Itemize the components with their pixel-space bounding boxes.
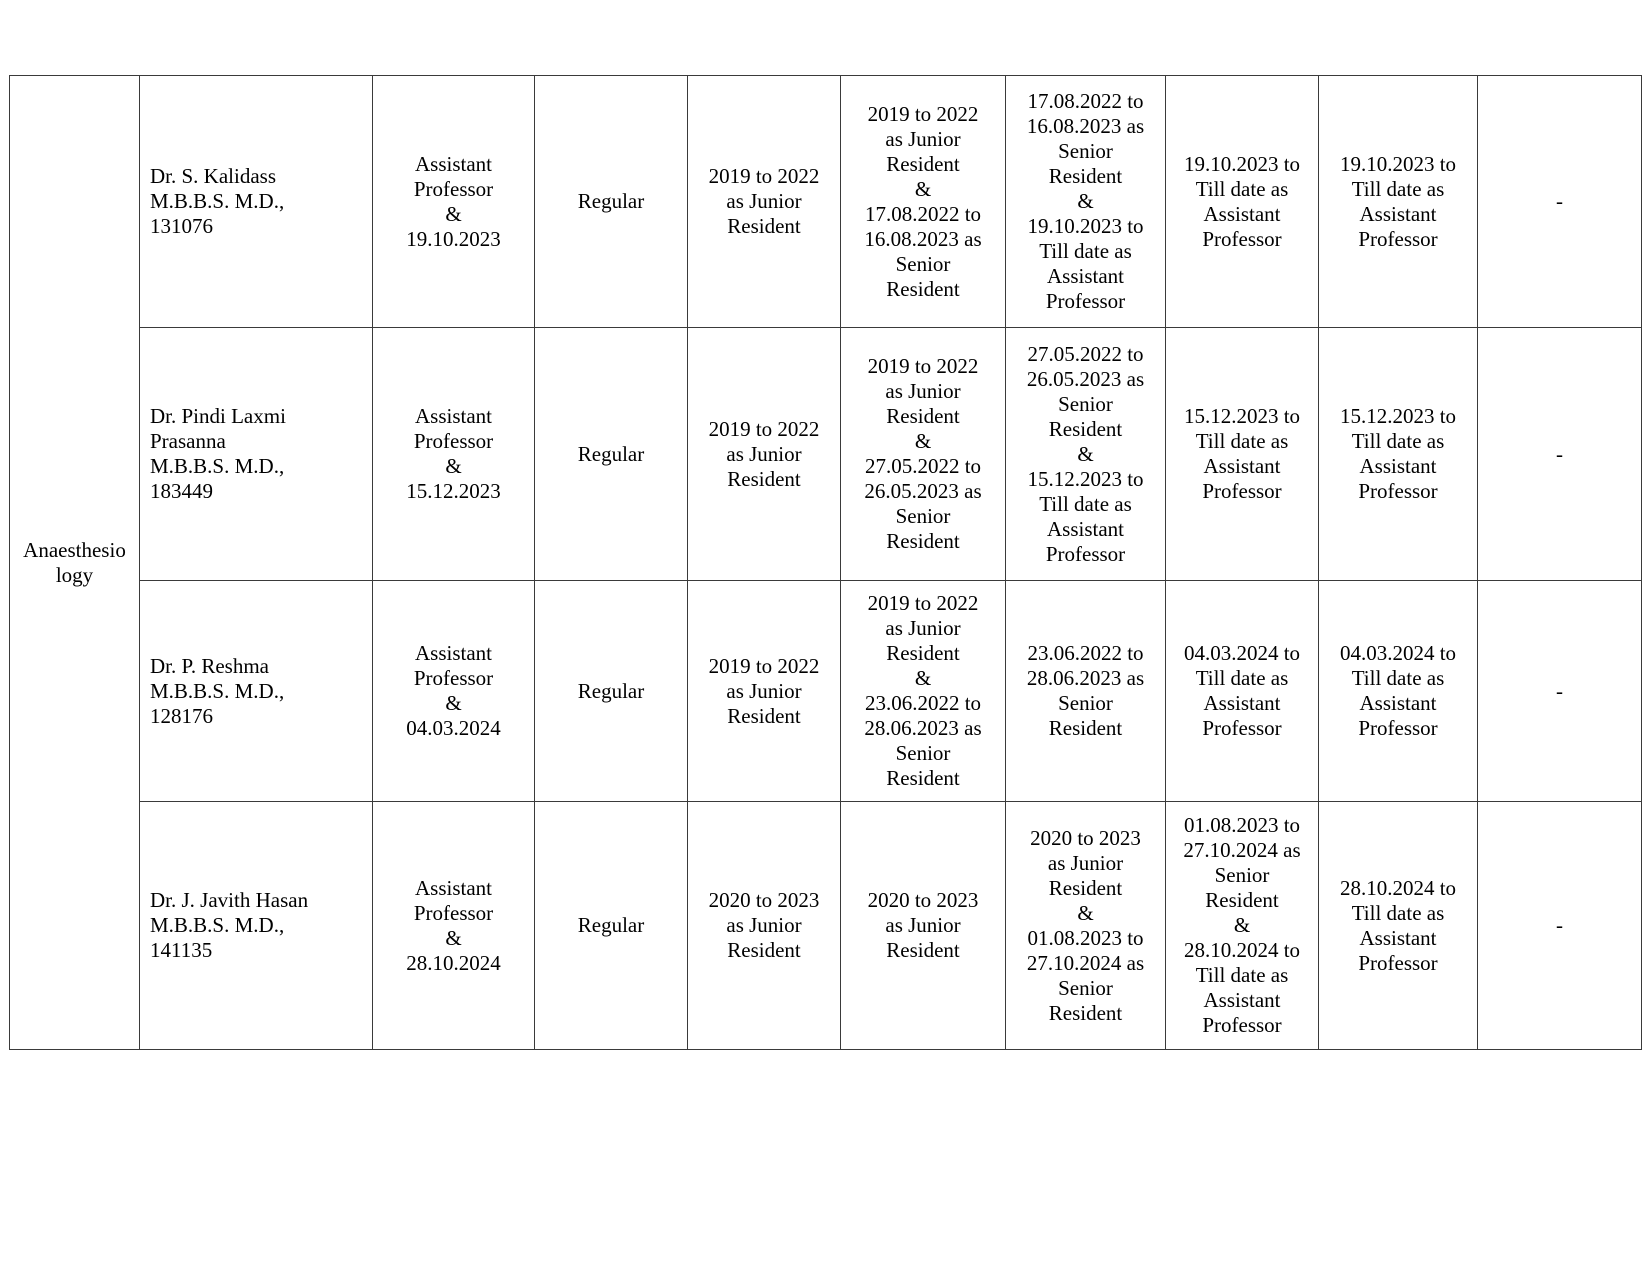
- cell-text-line: Till date as: [1039, 491, 1132, 516]
- cell-text-line: 131076: [150, 214, 213, 238]
- cell-text-line: Professor: [1202, 716, 1282, 740]
- cell-text-line: Senior: [1214, 863, 1270, 887]
- cell-text-line: Resident: [1048, 416, 1123, 441]
- cell-text-line: Resident: [886, 404, 960, 428]
- cell-text-line: Professor: [1358, 716, 1438, 740]
- cell-text-line: 27.10.2024 as: [1026, 950, 1145, 975]
- remarks-cell: [1478, 581, 1642, 802]
- experience-cell-3: [1006, 802, 1166, 1050]
- cell-text-line: 16.08.2023 as: [1026, 114, 1145, 138]
- cell-text-line: 23.06.2022 to: [1027, 641, 1144, 665]
- cell-text-line: Till date as: [1039, 239, 1132, 263]
- cell-text-line: Resident: [1048, 164, 1123, 188]
- cell-text-line: Assistant: [1203, 454, 1281, 478]
- cell-text-line: Assistant: [414, 875, 492, 900]
- cell-text-line: Till date as: [1351, 900, 1445, 925]
- cell-text-line: &: [1233, 913, 1251, 937]
- designation-cell: [373, 581, 535, 802]
- table-row: [10, 76, 1642, 328]
- cell-text-line: 2019 to 2022: [708, 416, 820, 441]
- cell-text-line: &: [1077, 441, 1094, 466]
- cell-text-line: 04.03.2024 to: [1339, 641, 1457, 665]
- experience-cell-5: [1319, 76, 1478, 328]
- cell-text-line: Professor: [1045, 289, 1126, 313]
- table-body: [10, 76, 1642, 1050]
- cell-text-line: 141135: [150, 938, 213, 962]
- department-cell: [10, 76, 140, 1050]
- cell-text-line: Senior: [1058, 975, 1113, 1000]
- cell-text-line: Resident: [1048, 1000, 1123, 1025]
- cell-text: Regular: [577, 441, 645, 466]
- experience-cell-4: [1166, 76, 1319, 328]
- cell-text-line: &: [445, 454, 462, 478]
- cell-text-line: 04.03.2024 to: [1183, 641, 1301, 665]
- cell-text-line: 28.10.2024: [406, 950, 501, 975]
- cell-text-line: as Junior: [885, 126, 961, 151]
- cell-text-line: 28.10.2024 to: [1183, 938, 1301, 962]
- cell-text-line: Resident: [886, 766, 960, 790]
- experience-cell-1: [688, 328, 841, 581]
- experience-cell-5: [1319, 581, 1478, 802]
- cell-text: Regular: [577, 913, 645, 937]
- cell-text-line: Till date as: [1351, 666, 1445, 690]
- cell-text-line: Professor: [413, 900, 494, 925]
- faculty-name-cell: [140, 581, 373, 802]
- cell-text: -: [1556, 678, 1563, 703]
- appointment-type-cell: [535, 581, 688, 802]
- cell-text-line: 28.06.2023 as: [1026, 666, 1145, 690]
- remarks-cell: [1478, 802, 1642, 1050]
- cell-text-line: &: [914, 666, 932, 690]
- cell-text-line: 128176: [150, 703, 213, 728]
- cell-text-line: Resident: [1048, 875, 1123, 900]
- experience-cell-4: [1166, 802, 1319, 1050]
- cell-text-line: Senior: [895, 504, 951, 528]
- experience-cell-2: [841, 581, 1006, 802]
- cell-text-line: &: [445, 925, 462, 950]
- cell-text-line: Resident: [1205, 888, 1279, 912]
- cell-text-line: Professor: [1358, 479, 1438, 503]
- cell-text-line: 26.05.2023 as: [864, 479, 982, 503]
- cell-text-line: Resident: [886, 529, 960, 553]
- cell-text-line: Dr. P. Reshma: [150, 653, 270, 678]
- cell-text-line: 28.10.2024 to: [1339, 875, 1457, 900]
- cell-text-line: &: [1077, 189, 1094, 213]
- remarks-cell: [1478, 76, 1642, 328]
- cell-text-line: as Junior: [885, 616, 961, 640]
- faculty-name-cell: [140, 76, 373, 328]
- appointment-type-cell: [535, 76, 688, 328]
- cell-text-line: Assistant: [1359, 454, 1437, 478]
- cell-text-line: Assistant: [1046, 264, 1124, 288]
- cell-text-line: Professor: [1358, 950, 1438, 975]
- cell-text-line: as Junior: [726, 913, 802, 937]
- table-row: [10, 581, 1642, 802]
- cell-text-line: as Junior: [885, 913, 961, 937]
- cell-text-line: Senior: [895, 741, 951, 765]
- cell-text-line: Assistant: [1359, 201, 1437, 226]
- cell-text-line: 01.08.2023 to: [1027, 925, 1144, 950]
- cell-text: Regular: [577, 678, 645, 703]
- cell-text-line: M.B.B.S. M.D.,: [150, 913, 285, 937]
- appointment-type-cell: [535, 328, 688, 581]
- experience-cell-1: [688, 76, 841, 328]
- cell-text-line: Anaesthesio: [23, 537, 126, 562]
- cell-text-line: 19.10.2023: [406, 226, 501, 251]
- cell-text-line: 2019 to 2022: [867, 354, 979, 378]
- cell-text-line: Assistant: [1203, 988, 1281, 1012]
- cell-text-line: as Junior: [726, 189, 802, 213]
- remarks-cell: [1478, 328, 1642, 581]
- cell-text-line: 15.12.2023 to: [1183, 404, 1301, 428]
- experience-cell-5: [1319, 802, 1478, 1050]
- cell-text-line: Till date as: [1351, 176, 1445, 201]
- cell-text-line: Professor: [413, 666, 494, 690]
- cell-text-line: Dr. S. Kalidass: [150, 164, 276, 188]
- cell-text-line: 2019 to 2022: [867, 591, 979, 615]
- experience-cell-3: [1006, 76, 1166, 328]
- experience-cell-3: [1006, 328, 1166, 581]
- cell-text-line: &: [1077, 900, 1094, 925]
- designation-cell: [373, 76, 535, 328]
- table-row: [10, 802, 1642, 1050]
- cell-text-line: 27.05.2022 to: [1027, 341, 1144, 366]
- cell-text-line: 2019 to 2022: [708, 653, 820, 678]
- cell-text-line: as Junior: [726, 678, 802, 703]
- cell-text-line: as Junior: [726, 441, 802, 466]
- cell-text-line: Senior: [895, 251, 951, 276]
- cell-text: Regular: [577, 189, 645, 213]
- cell-text-line: Assistant: [1359, 691, 1437, 715]
- cell-text-line: 15.12.2023 to: [1027, 466, 1144, 491]
- cell-text-line: Resident: [1048, 716, 1123, 740]
- cell-text-line: Till date as: [1195, 963, 1289, 987]
- experience-cell-5: [1319, 328, 1478, 581]
- cell-text-line: Professor: [1202, 1013, 1282, 1037]
- cell-text-line: 15.12.2023 to: [1339, 404, 1457, 428]
- cell-text-line: logy: [55, 562, 94, 587]
- cell-text-line: Prasanna: [150, 429, 226, 453]
- cell-text-line: 26.05.2023 as: [1026, 366, 1145, 391]
- cell-text-line: Till date as: [1195, 176, 1289, 201]
- cell-text-line: M.B.B.S. M.D.,: [150, 189, 285, 213]
- cell-text-line: &: [914, 176, 932, 201]
- cell-text-line: Senior: [1058, 691, 1113, 715]
- cell-text-line: as Junior: [885, 379, 961, 403]
- cell-text-line: Resident: [886, 641, 960, 665]
- cell-text-line: 17.08.2022 to: [864, 201, 982, 226]
- cell-text-line: Till date as: [1195, 666, 1289, 690]
- cell-text-line: Resident: [727, 214, 801, 238]
- cell-text-line: Resident: [727, 938, 801, 962]
- cell-text-line: 19.10.2023 to: [1339, 151, 1457, 176]
- cell-text-line: Till date as: [1195, 429, 1289, 453]
- cell-text-line: &: [445, 201, 462, 226]
- cell-text-line: Resident: [727, 703, 801, 728]
- cell-text-line: 2020 to 2023: [1030, 825, 1141, 850]
- cell-text-line: Assistant: [1203, 201, 1281, 226]
- cell-text-line: Assistant: [414, 404, 492, 428]
- cell-text-line: Professor: [413, 429, 494, 453]
- cell-text-line: 27.10.2024 as: [1183, 838, 1301, 862]
- cell-text-line: 23.06.2022 to: [864, 691, 982, 715]
- cell-text-line: Resident: [886, 151, 960, 176]
- appointment-type-cell: [535, 802, 688, 1050]
- cell-text-line: Professor: [1202, 226, 1282, 251]
- designation-cell: [373, 802, 535, 1050]
- cell-text-line: 2019 to 2022: [867, 101, 979, 126]
- cell-text-line: &: [445, 691, 462, 715]
- cell-text-line: as Junior: [1047, 850, 1124, 875]
- cell-text-line: Dr. J. Javith Hasan: [150, 888, 309, 912]
- cell-text-line: 04.03.2024: [406, 716, 501, 740]
- experience-cell-4: [1166, 581, 1319, 802]
- cell-text-line: Professor: [1045, 541, 1126, 566]
- cell-text-line: M.B.B.S. M.D.,: [150, 678, 285, 703]
- experience-cell-1: [688, 581, 841, 802]
- cell-text-line: 17.08.2022 to: [1027, 89, 1144, 113]
- cell-text-line: 2020 to 2023: [867, 888, 979, 912]
- cell-text-line: 2019 to 2022: [708, 164, 820, 188]
- cell-text: -: [1556, 441, 1563, 466]
- cell-text-line: Till date as: [1351, 429, 1445, 453]
- cell-text-line: 2020 to 2023: [708, 888, 820, 912]
- cell-text-line: Professor: [1202, 479, 1282, 503]
- cell-text: -: [1556, 913, 1563, 937]
- cell-text-line: Professor: [1358, 226, 1438, 251]
- experience-cell-2: [841, 802, 1006, 1050]
- cell-text-line: Resident: [727, 466, 801, 491]
- cell-text-line: 19.10.2023 to: [1183, 151, 1301, 176]
- cell-text-line: Resident: [886, 938, 960, 962]
- cell-text-line: Assistant: [1359, 925, 1437, 950]
- experience-cell-4: [1166, 328, 1319, 581]
- faculty-name-cell: [140, 802, 373, 1050]
- cell-text-line: Resident: [886, 276, 960, 301]
- experience-cell-1: [688, 802, 841, 1050]
- cell-text: -: [1556, 189, 1563, 213]
- cell-text-line: M.B.B.S. M.D.,: [150, 454, 285, 478]
- cell-text-line: 16.08.2023 as: [864, 226, 982, 251]
- experience-cell-3: [1006, 581, 1166, 802]
- faculty-name-cell: [140, 328, 373, 581]
- cell-text-line: Assistant: [1203, 691, 1281, 715]
- cell-text-line: &: [914, 429, 932, 453]
- cell-text-line: 28.06.2023 as: [864, 716, 982, 740]
- experience-cell-2: [841, 328, 1006, 581]
- experience-cell-2: [841, 76, 1006, 328]
- cell-text-line: Senior: [1058, 391, 1113, 416]
- cell-text-line: Dr. Pindi Laxmi: [150, 404, 286, 428]
- designation-cell: [373, 328, 535, 581]
- cell-text-line: 27.05.2022 to: [864, 454, 982, 478]
- table-row: [10, 328, 1642, 581]
- cell-text-line: 19.10.2023 to: [1027, 214, 1144, 238]
- faculty-table: [9, 75, 1642, 1050]
- cell-text-line: 15.12.2023: [406, 479, 501, 503]
- cell-text-line: 183449: [150, 479, 213, 503]
- cell-text-line: Assistant: [414, 151, 492, 176]
- cell-text-line: Assistant: [414, 641, 492, 665]
- cell-text-line: 01.08.2023 to: [1183, 813, 1301, 837]
- cell-text-line: Assistant: [1046, 516, 1124, 541]
- cell-text-line: Senior: [1058, 139, 1113, 163]
- cell-text-line: Professor: [413, 176, 494, 201]
